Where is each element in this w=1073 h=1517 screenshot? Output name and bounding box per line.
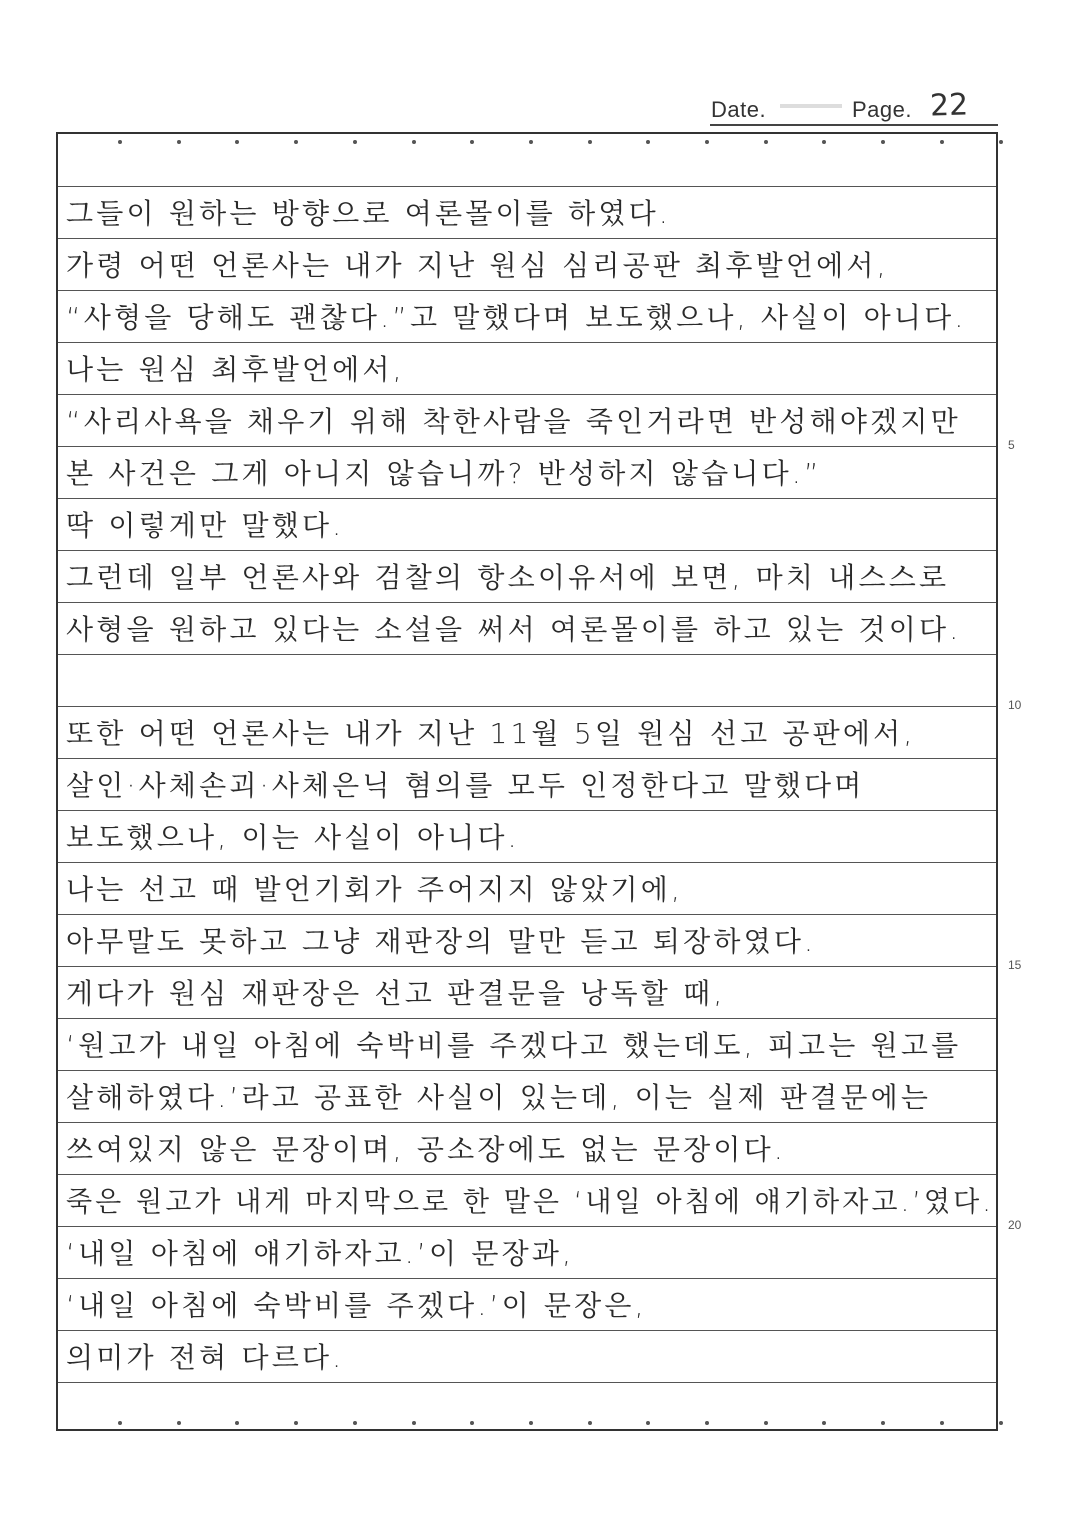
ruled-line <box>58 914 996 915</box>
grid-dot <box>764 140 768 144</box>
header-date-label: Date. <box>711 97 767 122</box>
grid-dot <box>177 140 181 144</box>
ruled-line <box>58 758 996 759</box>
ruled-line <box>58 1018 996 1019</box>
grid-dot <box>353 140 357 144</box>
text-line: 사형을 원하고 있다는 소설을 써서 여론몰이를 하고 있는 것이다. <box>66 613 962 646</box>
text-line: ‘내일 아침에 얘기하자고.’이 문장과, <box>66 1237 575 1270</box>
grid-dot <box>588 140 592 144</box>
grid-dot <box>822 140 826 144</box>
grid-dot <box>529 140 533 144</box>
text-line: 의미가 전혀 다르다. <box>66 1341 345 1374</box>
ruled-line <box>58 186 996 187</box>
ruled-line <box>58 1278 996 1279</box>
text-line: 보도했으나, 이는 사실이 아니다. <box>66 821 520 854</box>
text-line: 게다가 원심 재판장은 선고 판결문을 낭독할 때, <box>66 977 726 1010</box>
header-page-number: 22 <box>929 87 969 124</box>
grid-dot <box>118 140 122 144</box>
margin-line-number: 20 <box>1008 1218 1022 1232</box>
ruled-line <box>58 862 996 863</box>
header-date-blank <box>780 104 842 108</box>
text-line: “사리사욕을 채우기 위해 착한사람을 죽인거라면 반성해야겠지만 <box>66 405 961 438</box>
grid-dot <box>999 140 1003 144</box>
text-line: 가령 어떤 언론사는 내가 지난 원심 심리공판 최후발언에서, <box>66 249 889 282</box>
grid-dot <box>646 140 650 144</box>
ruled-line <box>58 550 996 551</box>
margin-line-number: 10 <box>1008 698 1022 712</box>
grid-dot <box>822 1421 826 1425</box>
text-line: 살인·사체손괴·사체은닉 혐의를 모두 인정한다고 말했다며 <box>66 769 865 802</box>
grid-dot <box>940 140 944 144</box>
grid-dot <box>940 1421 944 1425</box>
text-line: 죽은 원고가 내게 마지막으로 한 말은 ‘내일 아침에 얘기하자고.’였다. <box>66 1185 994 1218</box>
text-line: ‘내일 아침에 숙박비를 주겠다.’이 문장은, <box>66 1289 647 1322</box>
ruled-line <box>58 446 996 447</box>
margin-line-number: 15 <box>1008 958 1022 972</box>
grid-dot <box>588 1421 592 1425</box>
margin-line-number: 5 <box>1008 438 1015 452</box>
manuscript-paper <box>56 132 998 1431</box>
grid-dot <box>705 1421 709 1425</box>
grid-dot <box>235 140 239 144</box>
grid-dot <box>177 1421 181 1425</box>
grid-dot <box>470 140 474 144</box>
ruled-line <box>58 810 996 811</box>
text-line: 본 사건은 그게 아니지 않습니까? 반성하지 않습니다.” <box>66 457 822 490</box>
ruled-line <box>58 602 996 603</box>
text-line: 또한 어떤 언론사는 내가 지난 11월 5일 원심 선고 공판에서, <box>66 717 916 750</box>
grid-dot <box>646 1421 650 1425</box>
ruled-line <box>58 1174 996 1175</box>
grid-dot <box>235 1421 239 1425</box>
text-line: “사형을 당해도 괜찮다.”고 말했다며 보도했으나, 사실이 아니다. <box>66 301 967 334</box>
grid-dot <box>294 140 298 144</box>
ruled-line <box>58 1226 996 1227</box>
grid-dot <box>294 1421 298 1425</box>
grid-dot <box>529 1421 533 1425</box>
ruled-line <box>58 1330 996 1331</box>
ruled-line <box>58 342 996 343</box>
ruled-line <box>58 238 996 239</box>
ruled-line <box>58 706 996 707</box>
top-dot-row <box>58 140 996 146</box>
text-line: 그들이 원하는 방향으로 여론몰이를 하였다. <box>66 197 671 230</box>
header-page-label: Page. <box>852 97 912 122</box>
grid-dot <box>118 1421 122 1425</box>
grid-dot <box>881 1421 885 1425</box>
ruled-line <box>58 498 996 499</box>
ruled-line <box>58 290 996 291</box>
text-line: 딱 이렇게만 말했다. <box>66 509 345 542</box>
ruled-line <box>58 1122 996 1123</box>
ruled-line <box>58 966 996 967</box>
bottom-dot-row <box>58 1421 996 1427</box>
ruled-line <box>58 654 996 655</box>
grid-dot <box>999 1421 1003 1425</box>
grid-dot <box>412 1421 416 1425</box>
header-rule <box>710 124 998 126</box>
ruled-line <box>58 394 996 395</box>
grid-dot <box>353 1421 357 1425</box>
text-line: 쓰여있지 않은 문장이며, 공소장에도 없는 문장이다. <box>66 1133 786 1166</box>
text-line: 살해하였다.’라고 공표한 사실이 있는데, 이는 실제 판결문에는 <box>66 1081 932 1114</box>
text-line: 그런데 일부 언론사와 검찰의 항소이유서에 보면, 마치 내스스로 <box>66 561 950 594</box>
ruled-line <box>58 1070 996 1071</box>
text-line: 나는 선고 때 발언기회가 주어지지 않았기에, <box>66 873 684 906</box>
grid-dot <box>705 140 709 144</box>
text-line: 아무말도 못하고 그냥 재판장의 말만 듣고 퇴장하였다. <box>66 925 817 958</box>
grid-dot <box>764 1421 768 1425</box>
text-line: 나는 원심 최후발언에서, <box>66 353 405 386</box>
ruled-line <box>58 1382 996 1383</box>
grid-dot <box>412 140 416 144</box>
grid-dot <box>881 140 885 144</box>
text-line: ‘원고가 내일 아침에 숙박비를 주겠다고 했는데도, 피고는 원고를 <box>66 1029 962 1062</box>
grid-dot <box>470 1421 474 1425</box>
